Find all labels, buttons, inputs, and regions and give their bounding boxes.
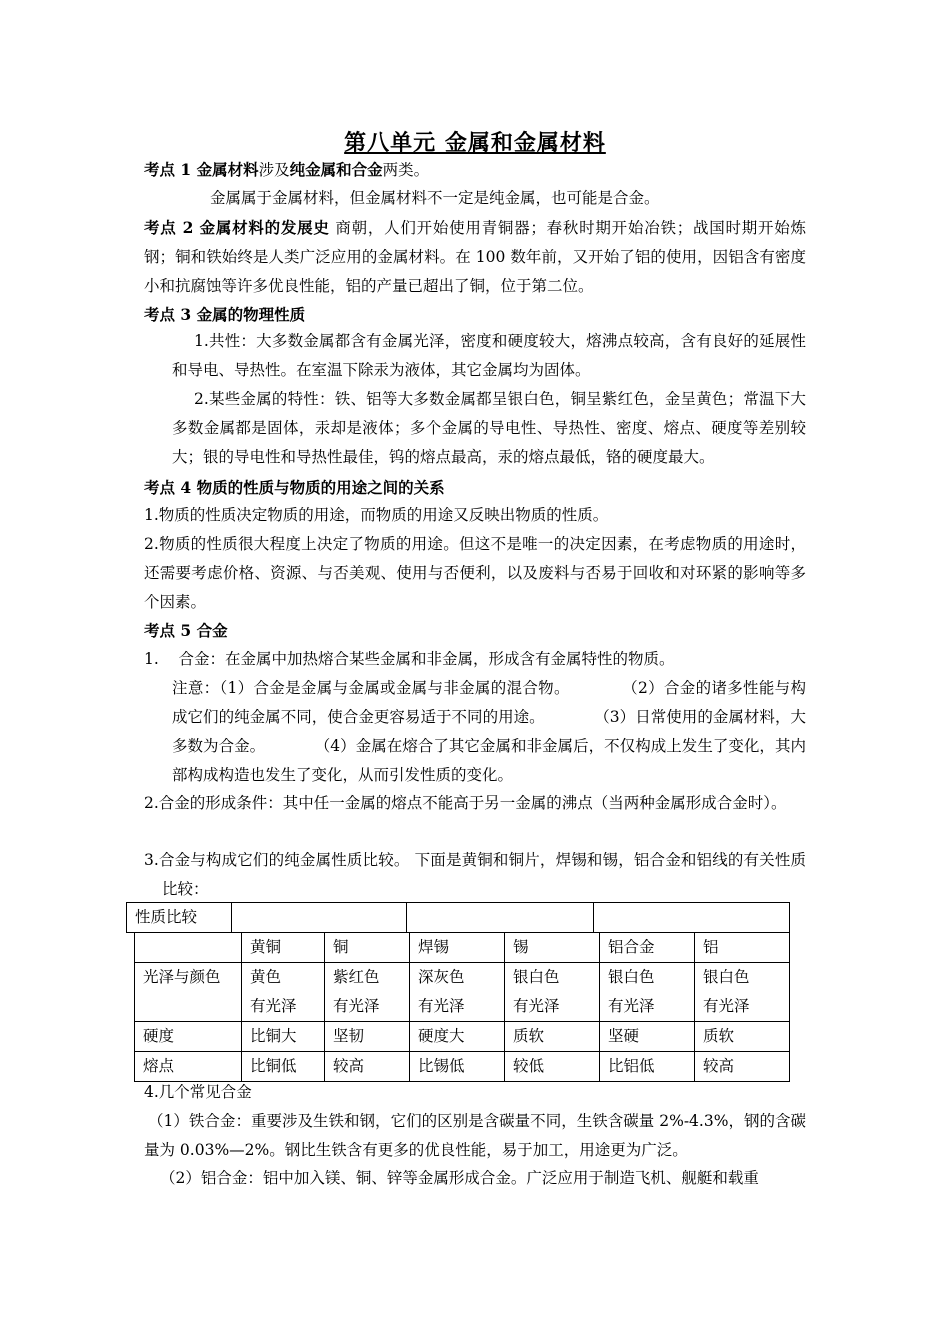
kp5-note: 注意：（1）合金是金属与金属或金属与非金属的混合物。 （2）合金的诸多性能与构成它们的纯金属不同，使合金更容易适于不同的用途。 （3）日常使用的金属材料，大多数为合金。 （4）金属在熔合了其它金属和非金属后，不仅构成上发生了变化，其内部构成构造也发生了变化，从而引发性质的变化。	[172, 679, 806, 784]
comparison-table-caption	[126, 902, 790, 933]
kp2-paragraph	[144, 213, 806, 301]
cell-line: 紫红色	[333, 968, 380, 986]
kp2-heading: 考点 2 金属材料的发展史	[144, 218, 330, 237]
row-label: 熔点	[135, 1052, 242, 1082]
table-cell: 坚韧	[325, 1022, 410, 1052]
table-cell: 比铜大	[242, 1022, 325, 1052]
kp3-heading: 考点 3 金属的物理性质	[144, 305, 306, 324]
cell-line: 有光泽	[333, 997, 380, 1015]
table-cell: 坚硬	[600, 1022, 695, 1052]
table-caption-blank	[407, 903, 594, 933]
table-cell	[410, 963, 505, 1022]
table-header-row	[135, 933, 790, 963]
table-cell: 比锡低	[410, 1052, 505, 1082]
table-header-cell: 黄铜	[242, 933, 325, 963]
table-header-cell: 焊锡	[410, 933, 505, 963]
kp5-item4-p2: （2）铝合金：铝中加入镁、铜、锌等金属形成合金。广泛应用于制造飞机、舰艇和载重	[160, 1169, 759, 1187]
table-row	[135, 963, 790, 1022]
cell-line: 有光泽	[418, 997, 465, 1015]
cell-line: 深灰色	[418, 968, 465, 986]
cell-line: 有光泽	[513, 997, 560, 1015]
table-caption-blank	[594, 903, 790, 933]
table-cell: 较高	[695, 1052, 790, 1082]
table-cell	[505, 963, 600, 1022]
table-header-cell	[135, 933, 242, 963]
kp3-p2: 2.某些金属的特性：铁、铝等大多数金属都呈银白色，铜呈紫红色，金呈黄色；常温下大多数金属都是固体，汞却是液体；多个金属的导电性、导热性、密度、熔点、硬度等差别较大；银的导电性和导热性最佳，钨的熔点最高，汞的熔点最低，铬的硬度最大。	[172, 390, 806, 466]
kp5-item3: 3.合金与构成它们的纯金属性质比较。 下面是黄铜和铜片，焊锡和锡，铝合金和铝线的有关性质比较：	[144, 851, 806, 898]
cell-line: 银白色	[608, 968, 655, 986]
kp4-heading: 考点 4 物质的性质与物质的用途之间的关系	[144, 478, 445, 497]
cell-line: 有光泽	[703, 997, 750, 1015]
table-cell: 比铝低	[600, 1052, 695, 1082]
row-label: 硬度	[135, 1022, 242, 1052]
kp1-paragraph	[144, 155, 806, 185]
kp5-item1-number: 1.	[144, 650, 159, 668]
kp1-heading: 考点 1 金属材料	[144, 160, 259, 179]
table-cell	[325, 963, 410, 1022]
table-cell: 较高	[325, 1052, 410, 1082]
table-cell: 质软	[505, 1022, 600, 1052]
kp5-item2: 2.合金的形成条件：其中任一金属的熔点不能高于另一金属的沸点（当两种金属形成合金时）。	[144, 794, 787, 812]
cell-line: 银白色	[513, 968, 560, 986]
table-header-cell: 铜	[325, 933, 410, 963]
table-cell	[600, 963, 695, 1022]
cell-line: 有光泽	[250, 997, 297, 1015]
table-cell: 质软	[695, 1022, 790, 1052]
kp1-bold-term: 纯金属和合金	[289, 160, 383, 179]
kp5-item1	[144, 645, 806, 674]
kp3-p1: 1.共性：大多数金属都含有金属光泽，密度和硬度较大，熔沸点较高，含有良好的延展性和导电、导热性。在室温下除汞为液体，其它金属均为固体。	[172, 332, 806, 379]
comparison-table	[134, 932, 790, 1082]
cell-line: 银白色	[703, 968, 750, 986]
cell-line: 黄色	[250, 968, 282, 986]
table-header-cell: 铝	[695, 933, 790, 963]
table-cell: 硬度大	[410, 1022, 505, 1052]
table-row	[135, 1052, 790, 1082]
cell-line: 有光泽	[608, 997, 655, 1015]
table-cell	[695, 963, 790, 1022]
kp2-text: 商朝，人们开始使用青铜器；春秋时期开始冶铁；战国时期开始炼钢；铜和铁始终是人类广泛应用的金属材料。在 100 数年前，又开始了铝的使用，因铝含有密度小和抗腐蚀等许多优良性能，铝的产量已超出了铜，位于第二位。	[144, 219, 806, 295]
table-caption-blank	[232, 903, 407, 933]
table-caption-cell: 性质比较	[127, 903, 232, 933]
kp5-heading: 考点 5 合金	[144, 621, 228, 640]
kp4-p2: 2.物质的性质很大程度上决定了物质的用途。但这不是唯一的决定因素，在考虑物质的用途时，还需要考虑价格、资源、与否美观、使用与否便利，以及废料与否易于回收和对环紧的影响等多个因素。	[144, 535, 806, 611]
page-title: 第八单元 金属和金属材料	[344, 131, 606, 156]
table-header-cell: 铝合金	[600, 933, 695, 963]
kp5-item4-p1: （1）铁合金：重要涉及生铁和钢，它们的区别是含碳量不同，生铁含碳量 2%-4.3%，钢的含碳量为 0.03%—2%。钢比生铁含有更多的优良性能，易于加工，用途更为广泛。	[144, 1112, 806, 1159]
kp1-text-2: 两类。	[382, 161, 430, 179]
kp4-p1: 1.物质的性质决定物质的用途，而物质的用途又反映出物质的性质。	[144, 506, 609, 524]
kp5-item4: 4.几个常见合金	[144, 1083, 252, 1101]
table-cell: 较低	[505, 1052, 600, 1082]
row-label: 光泽与颜色	[135, 963, 242, 1022]
kp5-item1-text: 合金：在金属中加热熔合某些金属和非金属，形成含有金属特性的物质。	[178, 650, 675, 668]
kp1-text-1: 涉及	[258, 161, 290, 179]
kp1-note: 金属属于金属材料，但金属材料不一定是纯金属，也可能是合金。	[210, 189, 660, 207]
table-row	[135, 1022, 790, 1052]
table-header-cell: 锡	[505, 933, 600, 963]
table-cell	[242, 963, 325, 1022]
table-cell: 比铜低	[242, 1052, 325, 1082]
